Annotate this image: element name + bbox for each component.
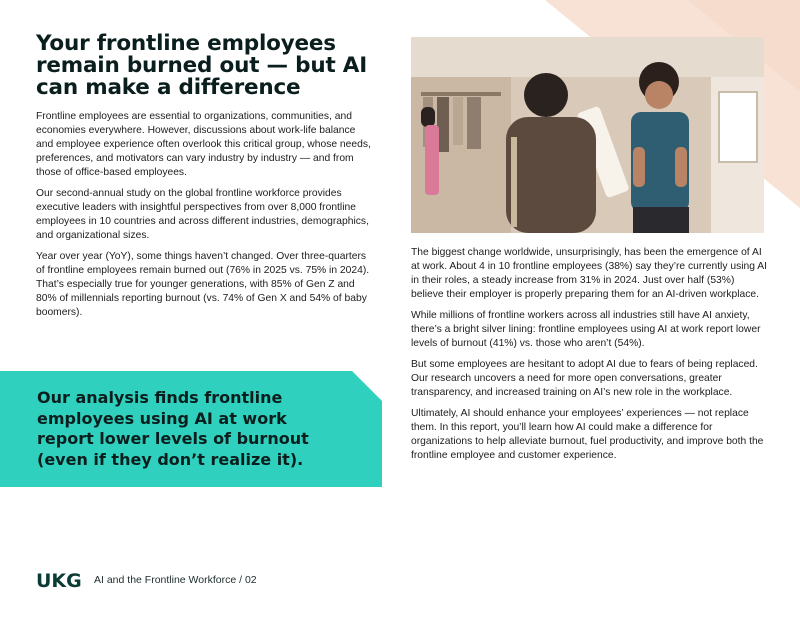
conclusion-paragraph: Ultimately, AI should enhance your employees’ experiences — not replace them. In this report, you’ll learn how AI could make a difference for organizations to help alleviate burnout, fuel productivity, and improve both the frontline employee and customer experience. <box>411 408 764 461</box>
study-paragraph: Our second-annual study on the global frontline workforce provides executive leaders with insightful perspectives from over 8,000 frontline employees in 10 countries and across different industries, demographics, and organizational sizes. <box>36 188 369 241</box>
ai-change-paragraph: The biggest change worldwide, unsurprisingly, has been the emergence of AI at work. About 4 in 10 frontline employees (38%) say they’re currently using AI in their roles, a steady increase from 31% in 2024. Just over half (53%) believe their employer is properly preparing them for an AI-driven workplace. <box>411 247 767 300</box>
footer-label: AI and the Frontline Workforce / 02 <box>94 574 257 586</box>
burnout-paragraph: Year over year (YoY), some things haven’t changed. Over three-quarters of frontline employees remain burned out (76% in 2025 vs. 75% in 2024). That’s especially true for younger generations, with 85% of Gen Z and 80% of millennials reporting burnout (vs. 74% of Gen X and 54% of baby boomers). <box>36 251 370 318</box>
left-column <box>36 110 372 327</box>
ai-anxiety-paragraph: While millions of frontline workers across all industries still have AI anxiety, there’s a bright silver lining: frontline employees using AI at work report lower levels of burnout (41%) vs. those who aren’t (54%). <box>411 310 761 349</box>
ukg-logo-text: UKG <box>36 570 82 591</box>
retail-store-photo <box>411 37 764 233</box>
callout-text: Our analysis finds frontline employees using AI at work report lower levels of burnout (even if they don’t realize it). <box>37 388 309 469</box>
page-headline: Your frontline employees remain burned out — but AI can make a difference <box>36 31 368 100</box>
intro-paragraph: Frontline employees are essential to organizations, communities, and economies everywhere. However, discussions about work-life balance and employee experience often overlook this critical group, whose needs, preferences, and motivators can vary industry by industry — and from those of office-based employees. <box>36 111 371 178</box>
hesitant-paragraph: But some employees are hesitant to adopt AI due to fears of being replaced. Our research uncovers a need for more open conversations, greater transparency, and increased training on AI’s new role in the workplace. <box>411 359 758 398</box>
ukg-logo-icon <box>36 569 82 591</box>
right-column <box>411 246 767 470</box>
page-footer <box>36 569 257 591</box>
